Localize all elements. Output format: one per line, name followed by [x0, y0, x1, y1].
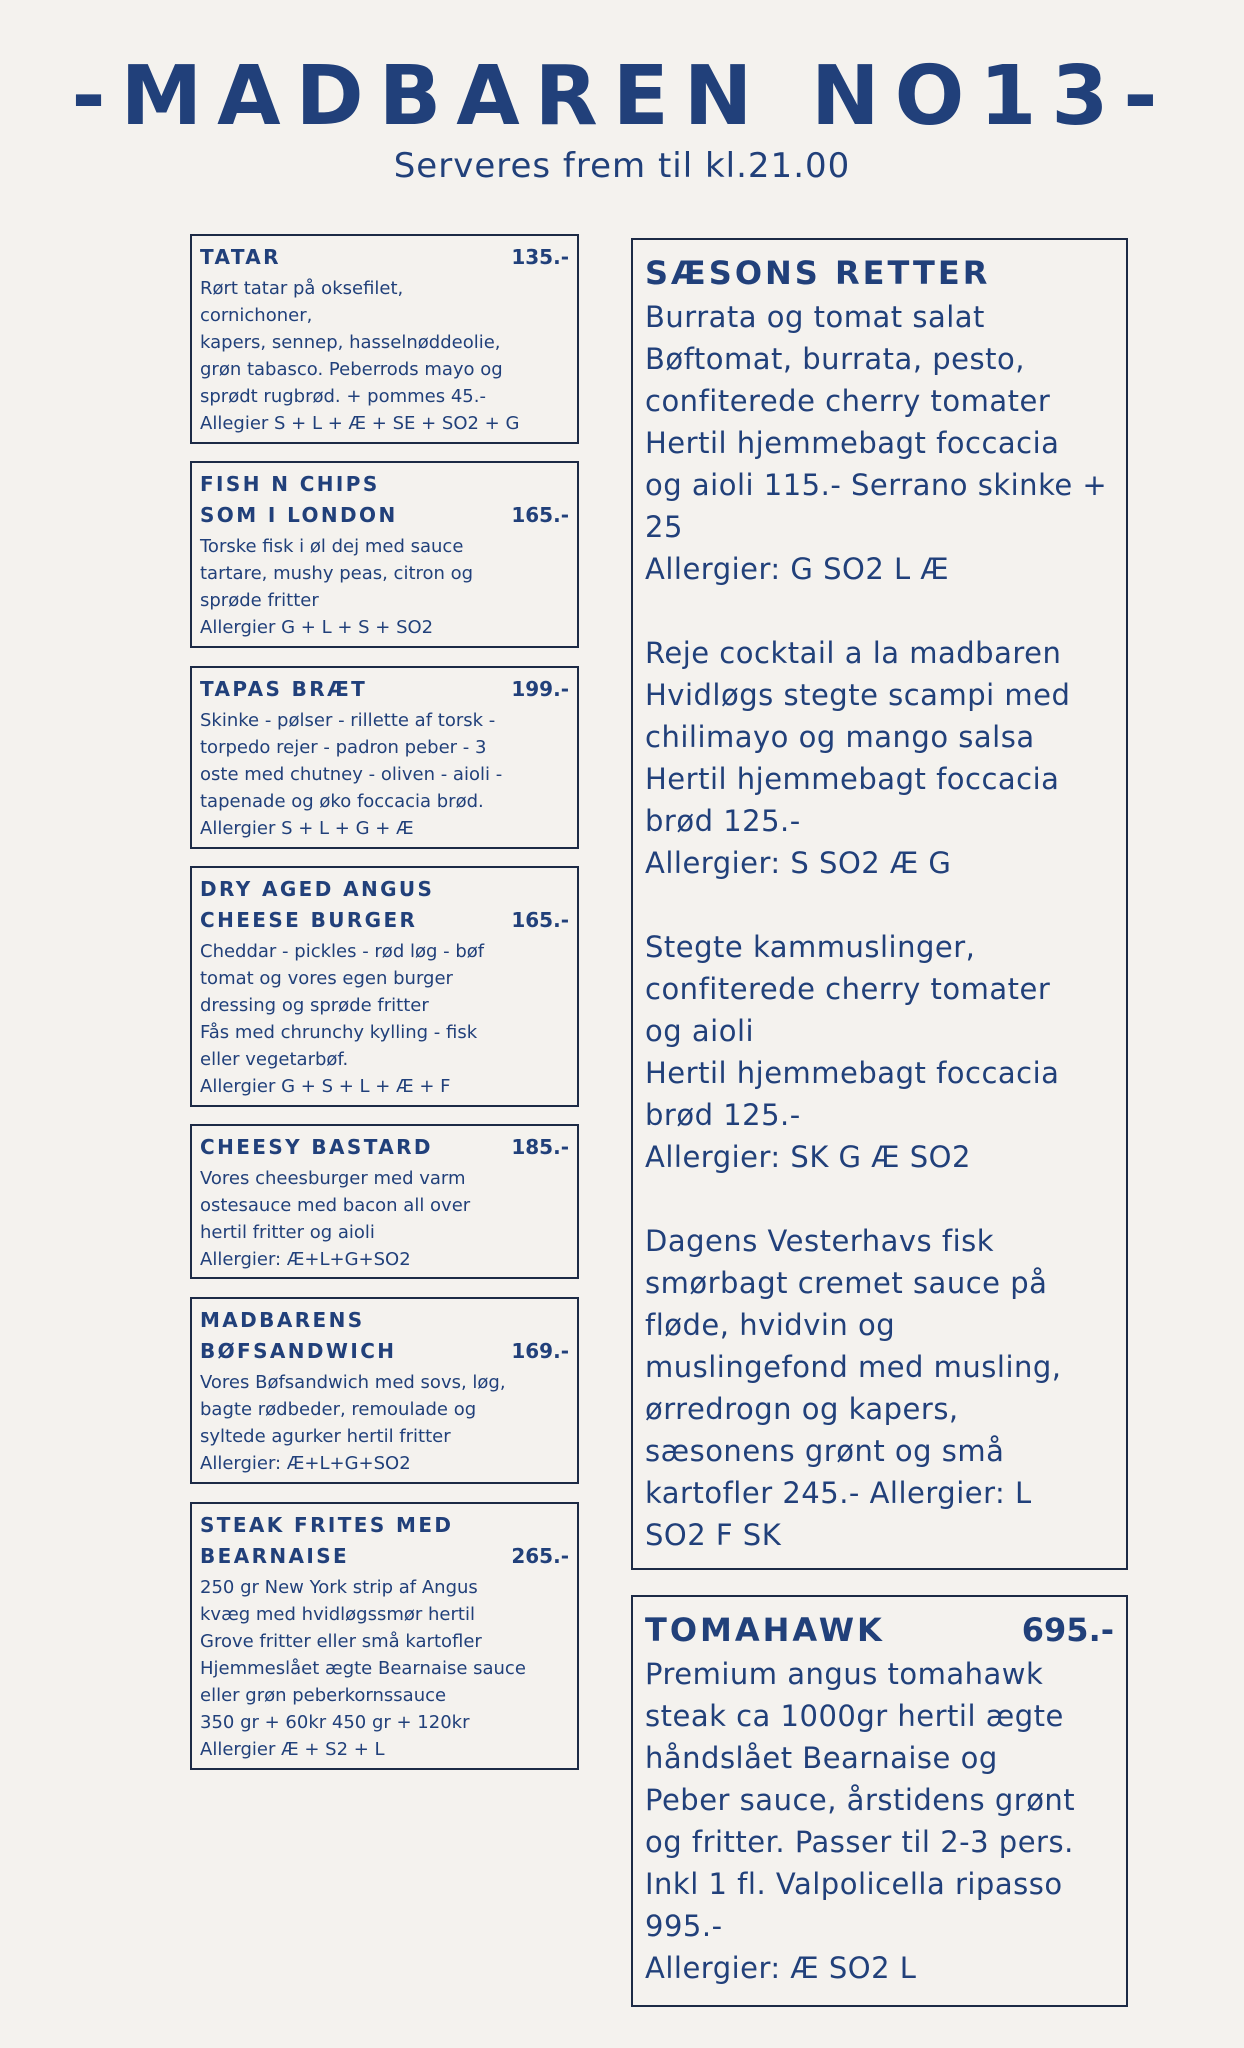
seasonal-dish-reje-cocktail: Reje cocktail a la madbaren Hvidløgs stegte scampi med chilimayo og mango salsa Hertil hjemmebagt foccacia brød 125.- Allergier: S SO2 Æ G — [645, 636, 1071, 880]
item-description: Rørt tatar på oksefilet, cornichoner, kapers, sennep, hasselnøddeolie, grøn tabasco. Peberrods mayo og sprødt rugbrød. + pommes 45.- Allegier S + L + Æ + SE + SO2 + G — [200, 278, 520, 434]
item-name: CHEESY BASTARD — [200, 1135, 433, 1159]
item-price: 185.- — [511, 1135, 569, 1159]
tomahawk-description: Premium angus tomahawk steak ca 1000gr hertil ægte håndslået Bearnaise og Peber sauce, årstidens grønt og fritter. Passer til 2-3 pers. Inkl 1 fl. Valpolicella ripasso 995.- Allergier: Æ SO2 L — [645, 1657, 1076, 1985]
item-name: DRY AGED ANGUS CHEESE BURGER — [200, 877, 435, 932]
serving-hours: Serveres frem til kl.21.00 — [393, 146, 851, 186]
menu-item-cheese-burger — [190, 866, 579, 1107]
menu-item-fish-n-chips — [190, 461, 579, 648]
seasonal-dish-burrata: Burrata og tomat salat Bøftomat, burrata, pesto, confiterede cherry tomater Hertil hjemmebagt foccacia og aioli 115.- Serrano skinke + 25 Allergier: G SO2 L Æ — [645, 300, 1108, 586]
menu-item-steak-frites — [190, 1502, 579, 1770]
item-description: Skinke - pølser - rillette af torsk - torpedo rejer - padron peber - 3 oste med chutney - oliven - aioli - tapenade og øko foccacia brød. Allergier S + L + G + Æ — [200, 710, 503, 839]
item-name: FISH N CHIPS SOM I LONDON — [200, 472, 398, 527]
item-name: TAPAS BRÆT — [200, 677, 368, 701]
tomahawk-title: TOMAHAWK — [645, 1611, 885, 1649]
item-name: TATAR — [200, 245, 281, 269]
item-name: MADBARENS BØFSANDWICH — [200, 1308, 397, 1363]
item-price: 135.- — [511, 245, 569, 269]
item-description: Cheddar - pickles - rød løg - bøf tomat og vores egen burger dressing og sprøde fritter Fås med chrunchy kylling - fisk eller vegetarbøf. Allergier G + S + L + Æ + F — [200, 941, 485, 1097]
menu-item-tapas-braet — [190, 666, 579, 849]
seasonal-dish-kammuslinger: Stegte kammuslinger, confiterede cherry tomater og aioli Hertil hjemmebagt foccacia brød 125.- Allergier: SK G Æ SO2 — [645, 930, 1060, 1174]
menu-item-bofsandwich — [190, 1297, 579, 1484]
menu-item-tatar — [190, 234, 579, 444]
tomahawk-box — [631, 1595, 1128, 2007]
item-name: STEAK FRITES MED BEARNAISE — [200, 1513, 454, 1568]
tomahawk-price: 695.- — [1021, 1611, 1114, 1649]
item-price: 265.- — [511, 1544, 569, 1568]
item-price: 165.- — [511, 908, 569, 932]
item-description: Vores cheesburger med varm ostesauce med bacon all over hertil fritter og aioli Allergier: Æ+L+G+SO2 — [200, 1168, 471, 1270]
seasonal-title: SÆSONS RETTER — [645, 254, 991, 292]
seasonal-dish-vesterhavs-fisk: Dagens Vesterhavs fisk smørbagt cremet sauce på fløde, hvidvin og muslingefond med musling, ørredrogn og kapers, sæsonens grønt og små kartofler 245.- Allergier: L SO2 F SK — [645, 1224, 1062, 1552]
item-description: Vores Bøfsandwich med sovs, løg, bagte rødbeder, remoulade og syltede agurker hertil fritter Allergier: Æ+L+G+SO2 — [200, 1372, 506, 1474]
item-price: 169.- — [511, 1339, 569, 1363]
item-price: 199.- — [511, 677, 569, 701]
menu-item-cheesy-bastard — [190, 1124, 579, 1279]
item-description: 250 gr New York strip af Angus kvæg med hvidløgssmør hertil Grove fritter eller små kartofler Hjemmeslået ægte Bearnaise sauce eller grøn peberkornssauce 350 gr + 60kr 450 gr + 120kr Allergier Æ + S2 + L — [200, 1577, 526, 1760]
menu-title: -MADBAREN NO13- — [71, 49, 1173, 144]
item-price: 165.- — [511, 503, 569, 527]
item-description: Torske fisk i øl dej med sauce tartare, mushy peas, citron og sprøde fritter Allergier G + L + S + SO2 — [200, 536, 474, 638]
seasonal-dishes-box — [631, 238, 1128, 1570]
